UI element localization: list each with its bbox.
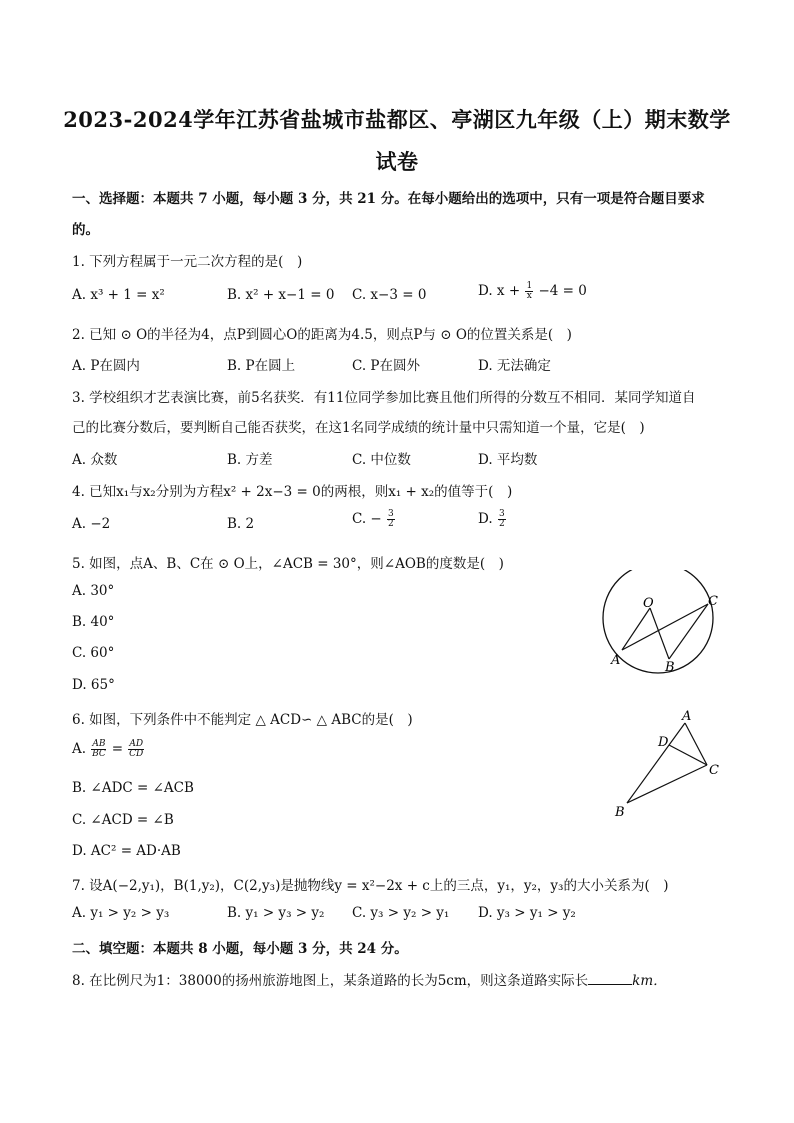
q8-stem-pre: 8. 在比例尺为1：38000的扬州旅游地图上，某条道路的长为5cm，则这条道路实际长	[72, 973, 589, 989]
q6-side-ab	[627, 723, 685, 803]
q1-option-d-numerator: 1	[526, 281, 533, 291]
q1-option-d-fraction	[525, 282, 533, 301]
q4-option-c-fraction	[387, 510, 395, 529]
q4-option-c-pre: C. −	[352, 511, 382, 527]
q4-option-c-numerator: 3	[388, 509, 394, 519]
q1-option-c: C. x−3 = 0	[352, 287, 427, 303]
q5-segment-ac	[622, 604, 708, 650]
q3-option-d: D. 平均数	[478, 452, 538, 468]
q7-option-d: D. y₃ > y₁ > y₂	[478, 905, 576, 921]
q6-triangle-figure	[610, 705, 730, 823]
q4-option-a: A. −2	[72, 516, 111, 532]
q4-option-b: B. 2	[227, 516, 255, 532]
q6-option-b: B. ∠ADC = ∠ACB	[72, 780, 194, 796]
q2-option-d: D. 无法确定	[478, 358, 551, 374]
q5-label-c: C	[708, 594, 718, 609]
q6-label-c: C	[709, 763, 719, 778]
q5-option-a: A. 30°	[72, 583, 115, 599]
q5-segment-oa	[622, 608, 650, 650]
q6-option-a-fraction2	[128, 740, 144, 759]
section2-heading	[72, 937, 408, 957]
q5-option-b: B. 40°	[72, 614, 115, 630]
q8-answer-blank[interactable]	[588, 972, 632, 985]
q4-option-d-fraction	[498, 510, 506, 529]
q1-option-d	[478, 282, 587, 301]
section1-heading	[72, 187, 705, 207]
q1-option-a: A. x³ + 1 = x²	[72, 287, 165, 303]
q3-option-c: C. 中位数	[352, 452, 411, 468]
q4-option-d-denominator: 2	[498, 519, 505, 529]
q5-option-c: C. 60°	[72, 645, 115, 661]
q2-option-c: C. P在圆外	[352, 358, 421, 374]
q6-label-d: D	[658, 735, 669, 750]
q3-option-b: B. 方差	[227, 452, 273, 468]
q2-option-a: A. P在圆内	[72, 358, 140, 374]
q4-option-c-denominator: 2	[388, 519, 394, 529]
q6-option-a-num1: AB	[92, 739, 106, 749]
q5-stem: 5. 如图，点A、B、C在 ⊙ O上，∠ACB = 30°，则∠AOB的度数是( )	[72, 556, 504, 572]
q5-label-b: B	[665, 660, 675, 675]
q5-label-o: O	[643, 596, 654, 611]
q1-option-d-pre: D. x +	[478, 283, 521, 299]
section1-heading-cont-text: 的。	[72, 222, 99, 238]
section1-heading-cont	[72, 218, 99, 238]
paper-title-line1: 2023-2024学年江苏省盐城市盐都区、亭湖区九年级（上）期末数学	[63, 107, 731, 132]
q2-option-b: B. P在圆上	[227, 358, 296, 374]
q4-option-d-numerator: 3	[498, 509, 505, 519]
q6-label-b: B	[615, 805, 625, 820]
q7-stem: 7. 设A(−2,y₁)，B(1,y₂)，C(2,y₃)是抛物线y = x²−2x + c上的三点，y₁，y₂，y₃的大小关系为( )	[72, 878, 669, 894]
q6-option-c: C. ∠ACD = ∠B	[72, 812, 174, 828]
q5-label-a: A	[611, 653, 621, 668]
q6-option-a-den1: BC	[92, 749, 106, 759]
q7-option-b: B. y₁ > y₃ > y₂	[227, 905, 325, 921]
q3-stem-line2: 己的比赛分数后，要判断自己能否获奖，在这1名同学成绩的统计量中只需知道一个量，它是( )	[72, 420, 645, 436]
q6-option-a	[72, 740, 145, 759]
q1-option-d-denominator: x	[526, 291, 532, 301]
q6-option-a-num2: AD	[129, 739, 144, 749]
q6-option-a-fraction1	[91, 740, 106, 759]
q6-side-bc	[627, 765, 707, 803]
q5-circle-figure	[596, 570, 732, 680]
q4-stem: 4. 已知x₁与x₂分别为方程x² + 2x−3 = 0的两根，则x₁ + x₂的值等于( )	[72, 484, 513, 500]
q6-label-a: A	[682, 709, 692, 724]
q5-option-d: D. 65°	[72, 677, 115, 693]
section1-heading-text: 一、选择题：本题共 7 小题，每小题 3 分，共 21 分。在每小题给出的选项中，只有一项是符合题目要求	[72, 191, 705, 207]
q7-option-a: A. y₁ > y₂ > y₃	[72, 905, 170, 921]
q1-option-d-post: −4 = 0	[538, 283, 587, 299]
q2-stem: 2. 已知 ⊙ O的半径为4，点P到圆心O的距离为4.5，则点P与 ⊙ O的位置关系是( )	[72, 327, 572, 343]
q1-stem: 1. 下列方程属于一元二次方程的是( )	[72, 254, 303, 270]
q6-option-d: D. AC² = AD·AB	[72, 843, 181, 859]
q6-stem: 6. 如图，下列条件中不能判定 △ ACD∽ △ ABC的是( )	[72, 712, 413, 728]
q8-stem	[72, 969, 667, 989]
q7-option-c: C. y₃ > y₂ > y₁	[352, 905, 450, 921]
q6-option-a-eq: =	[111, 741, 124, 757]
q3-stem-line1: 3. 学校组织才艺表演比赛，前5名获奖．有11位同学参加比赛且他们所得的分数互不相同．某同学知道自	[72, 390, 696, 406]
q8-stem-post: km．	[632, 973, 667, 989]
section2-heading-text: 二、填空题：本题共 8 小题，每小题 3 分，共 24 分。	[72, 941, 408, 957]
q4-option-c	[352, 510, 396, 529]
q4-option-d-pre: D.	[478, 511, 493, 527]
paper-title-line2: 试卷	[375, 149, 419, 174]
q6-option-a-pre: A.	[72, 741, 87, 757]
q1-option-b: B. x² + x−1 = 0	[227, 287, 335, 303]
q3-option-a: A. 众数	[72, 452, 118, 468]
q6-option-a-den2: CD	[129, 749, 144, 759]
q4-option-d	[478, 510, 507, 529]
